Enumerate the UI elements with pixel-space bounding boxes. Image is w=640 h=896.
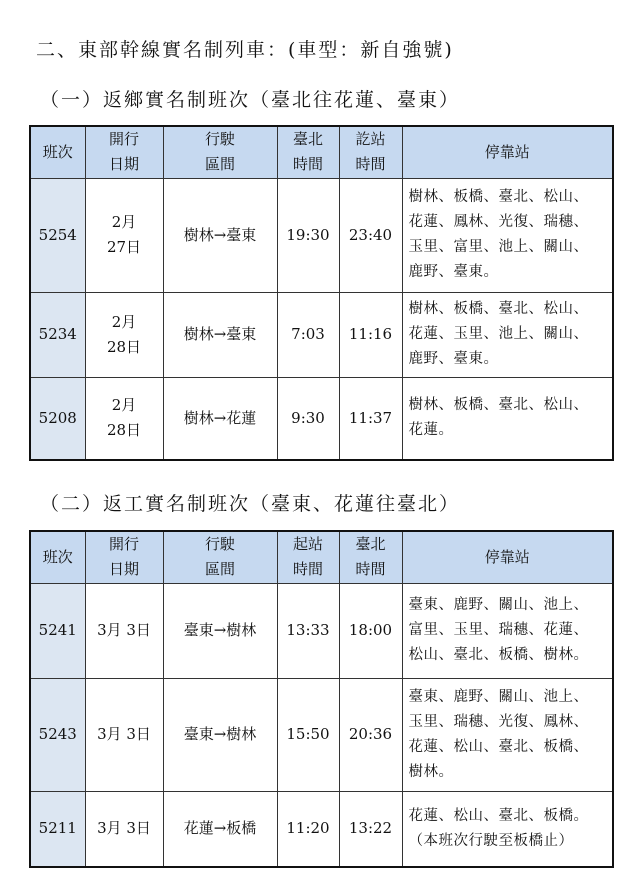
- arrival-time: 11:16: [339, 292, 402, 377]
- date-text: 28日: [106, 337, 142, 356]
- stops-line: 花蓮、鳳林、光復、瑞穗、: [408, 214, 589, 230]
- header-text: 臺北: [355, 535, 386, 554]
- service-date: [85, 377, 163, 460]
- service-date: [85, 292, 163, 377]
- stops-line: 樹林、板橋、臺北、松山、: [408, 189, 589, 205]
- stops: [402, 791, 613, 867]
- table-row: [30, 678, 613, 791]
- departure-time: 19:30: [277, 178, 339, 292]
- service-date: [85, 583, 163, 678]
- stops: [402, 377, 613, 460]
- train-number: 5243: [30, 678, 85, 791]
- column-header: [30, 531, 85, 583]
- stops-line: 玉里、富里、池上、關山、: [408, 239, 589, 255]
- header-text: 時間: [292, 560, 323, 579]
- stops-line: 花蓮。: [408, 422, 454, 439]
- date-text: 3月 3日: [97, 621, 151, 639]
- stops-line: 花蓮、玉里、池上、關山、: [408, 326, 589, 342]
- header-text: 停靠站: [484, 547, 530, 566]
- stops-line: 樹林、板橋、臺北、松山、: [408, 301, 589, 317]
- header-text: 班次: [42, 547, 73, 566]
- departure-time: 11:20: [277, 791, 339, 867]
- return-work-train-table: [29, 530, 614, 868]
- column-header: [277, 126, 339, 178]
- table-row: [30, 377, 613, 460]
- train-number: 5234: [30, 292, 85, 377]
- arrival-time: 13:22: [339, 791, 402, 867]
- column-header: [85, 126, 163, 178]
- homebound-train-table: [29, 125, 614, 461]
- stops: [402, 583, 613, 678]
- service-date: [85, 678, 163, 791]
- column-header: [85, 531, 163, 583]
- stops-line: 松山、臺北、板橋、樹林。: [408, 647, 589, 663]
- stops-line: 花蓮、松山、臺北、板橋、: [408, 738, 589, 755]
- column-header: [339, 531, 402, 583]
- departure-time: 15:50: [277, 678, 339, 791]
- header-text: 行駛: [204, 130, 235, 149]
- table-row: [30, 583, 613, 678]
- header-text: 臺北: [292, 130, 323, 149]
- route: 樹林→臺東: [163, 178, 277, 292]
- table-row: [30, 178, 613, 292]
- header-text: 日期: [108, 560, 139, 579]
- arrival-time: 18:00: [339, 583, 402, 678]
- departure-time: 13:33: [277, 583, 339, 678]
- header-text: 時間: [355, 155, 386, 174]
- route: 樹林→臺東: [163, 292, 277, 377]
- stops: [402, 678, 613, 791]
- column-header: [30, 126, 85, 178]
- departure-time: 9:30: [277, 377, 339, 460]
- header-text: 區間: [204, 560, 235, 579]
- column-header: [277, 531, 339, 583]
- date-text: 2月: [111, 312, 137, 331]
- header-text: 訖站: [355, 130, 386, 149]
- section-title: 二、東部幹線實名制列車：(車型：新自強號): [36, 39, 454, 61]
- stops-line: 鹿野、臺東。: [408, 264, 499, 280]
- train-number: 5241: [30, 583, 85, 678]
- service-date: [85, 178, 163, 292]
- header-text: 行駛: [204, 535, 235, 554]
- stops-line: 樹林。: [408, 763, 454, 780]
- arrival-time: 11:37: [339, 377, 402, 460]
- stops: [402, 178, 613, 292]
- table-row: [30, 791, 613, 867]
- route: 樹林→花蓮: [163, 377, 277, 460]
- route: 臺東→樹林: [163, 583, 277, 678]
- route: 花蓮→板橋: [163, 791, 277, 867]
- route: 臺東→樹林: [163, 678, 277, 791]
- header-text: 班次: [42, 142, 73, 161]
- stops: [402, 292, 613, 377]
- stops-line: 鹿野、臺東。: [408, 351, 499, 367]
- stops-line: 富里、玉里、瑞穗、花蓮、: [408, 622, 589, 638]
- column-header: [163, 126, 277, 178]
- header-text: 時間: [355, 560, 386, 579]
- train-number: 5254: [30, 178, 85, 292]
- header-text: 開行: [108, 130, 139, 149]
- train-number: 5211: [30, 791, 85, 867]
- stops-line: 花蓮、松山、臺北、板橋。: [408, 807, 589, 824]
- stops-line: 玉里、瑞穗、光復、鳳林、: [408, 713, 589, 730]
- header-text: 起站: [292, 535, 323, 554]
- column-header: [163, 531, 277, 583]
- header-text: 日期: [108, 155, 139, 174]
- subsection-title-1: （一）返鄉實名制班次（臺北往花蓮、臺東）: [40, 89, 461, 111]
- stops-line: 樹林、板橋、臺北、松山、: [408, 397, 589, 414]
- table-row: [30, 292, 613, 377]
- date-text: 3月 3日: [97, 819, 151, 838]
- arrival-time: 23:40: [339, 178, 402, 292]
- departure-time: 7:03: [277, 292, 339, 377]
- header-text: 停靠站: [484, 142, 530, 161]
- stops-line: （本班次行駛至板橋止）: [408, 832, 574, 849]
- header-row: [30, 531, 613, 583]
- subsection-title-2: （二）返工實名制班次（臺東、花蓮往臺北）: [40, 493, 461, 515]
- date-text: 28日: [106, 421, 142, 440]
- column-header: [402, 531, 613, 583]
- stops-line: 臺東、鹿野、關山、池上、: [408, 688, 589, 705]
- arrival-time: 20:36: [339, 678, 402, 791]
- header-text: 開行: [108, 535, 139, 554]
- date-text: 3月 3日: [97, 725, 151, 743]
- header-row: [30, 126, 613, 178]
- date-text: 2月: [111, 213, 137, 231]
- column-header: [339, 126, 402, 178]
- stops-line: 臺東、鹿野、關山、池上、: [408, 597, 589, 613]
- train-number: 5208: [30, 377, 85, 460]
- column-header: [402, 126, 613, 178]
- date-text: 27日: [106, 238, 142, 256]
- date-text: 2月: [111, 396, 137, 415]
- header-text: 時間: [292, 155, 323, 174]
- service-date: [85, 791, 163, 867]
- header-text: 區間: [204, 155, 235, 174]
